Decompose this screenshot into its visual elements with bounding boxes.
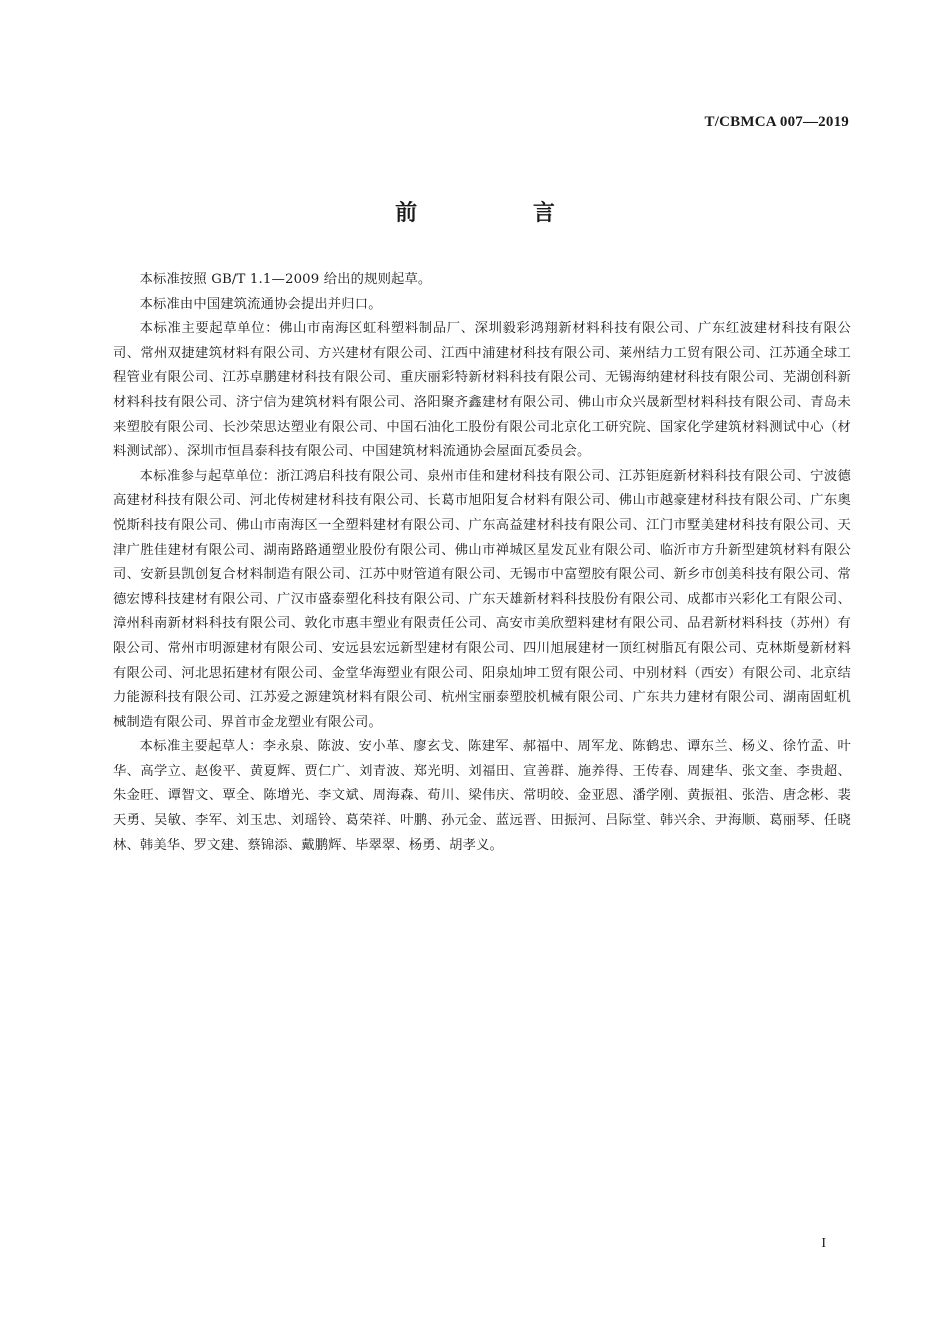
paragraph-main-drafters: 本标准主要起草人：李永泉、陈波、安小革、廖玄戈、陈建军、郝福中、周军龙、陈鹤忠、谭东兰、杨义、徐竹孟、叶华、高学立、赵俊平、黄夏辉、贾仁广、刘青波、郑光明、刘福田、宣善群、施养得、王传春、周建华、张文奎、李贵超、朱金旺、谭智文、覃全、陈增光、李文斌、周海森、荀川、梁伟庆、常明皎、金亚恩、潘学刚、黄振祖、张浩、唐念彬、裴天勇、吴敏、李军、刘玉忠、刘瑶铃、葛荣祥、叶鹏、孙元金、蓝远晋、田振河、吕际堂、韩兴余、尹海顺、葛丽琴、任晓林、韩美华、罗文建、蔡锦添、戴鹏辉、毕翠翠、杨勇、胡孝义。 — [113, 739, 851, 853]
paragraph-drafting-rules: 本标准按照 GB/T 1.1—2009 给出的规则起草。 — [139, 272, 432, 287]
page-number: I — [821, 1236, 826, 1251]
paragraph-proposer: 本标准由中国建筑流通协会提出并归口。 — [139, 296, 382, 312]
paragraph-participating-units: 本标准参与起草单位：浙江鸿启科技有限公司、泉州市佳和建材科技有限公司、江苏钜庭新材料科技有限公司、宁波德高建材科技有限公司、河北传树建材科技有限公司、长葛市旭阳复合材料有限公司、佛山市越豪建材科技有限公司、广东奥悦斯科技有限公司、佛山市南海区一全塑料建材有限公司、广东高益建材科技有限公司、江门市墅美建材科技有限公司、天津广胜佳建材有限公司、湖南路路通塑业股份有限公司、佛山市禅城区星发瓦业有限公司、临沂市方升新型建筑材料有限公司、安新县凯创复合材料制造有限公司、江苏中财管道有限公司、无锡市中富塑胶有限公司、新乡市创美科技有限公司、常德宏博科技建材有限公司、广汉市盛泰塑化科技有限公司、广东天雄新材料科技股份有限公司、成都市兴彩化工有限公司、漳州科南新材料科技有限公司、敦化市惠丰塑业有限责任公司、高安市美欣塑料建材有限公司、品君新材料科技（苏州）有限公司、常州市明源建材有限公司、安远县宏远新型建材有限公司、四川旭展建材一顶红树脂瓦有限公司、克林斯曼新材料有限公司、河北思拓建材有限公司、金堂华海塑业有限公司、阳泉灿坤工贸有限公司、中别材料（西安）有限公司、北京结力能源科技有限公司、江苏爱之源建筑材料有限公司、杭州宝丽泰塑胶机械有限公司、广东共力建材有限公司、湖南固虹机械制造有限公司、界首市金龙塑业有限公司。 — [113, 468, 851, 730]
page-title: 前 言 — [395, 201, 609, 226]
foreword-body — [113, 268, 851, 858]
paragraph-main-drafting-units: 本标准主要起草单位：佛山市南海区虹科塑料制品厂、深圳毅彩鸿翔新材料科技有限公司、广东红波建材科技有限公司、常州双捷建筑材料有限公司、方兴建材有限公司、江西中浦建材科技有限公司、莱州结力工贸有限公司、江苏通全球工程管业有限公司、江苏卓鹏建材科技有限公司、重庆丽彩特新材料科技有限公司、无锡海纳建材科技有限公司、芜湖创科新材料科技有限公司、济宁信为建筑材料有限公司、洛阳聚齐鑫建材有限公司、佛山市众兴晟新型材料科技有限公司、青岛未来塑胶有限公司、长沙荣思达塑业有限公司、中国石油化工股份有限公司北京化工研究院、国家化学建筑材料测试中心（材料测试部）、深圳市恒昌泰科技有限公司、中国建筑材料流通协会屋面瓦委员会。 — [113, 321, 851, 460]
standard-code: T/CBMCA 007—2019 — [704, 114, 849, 130]
